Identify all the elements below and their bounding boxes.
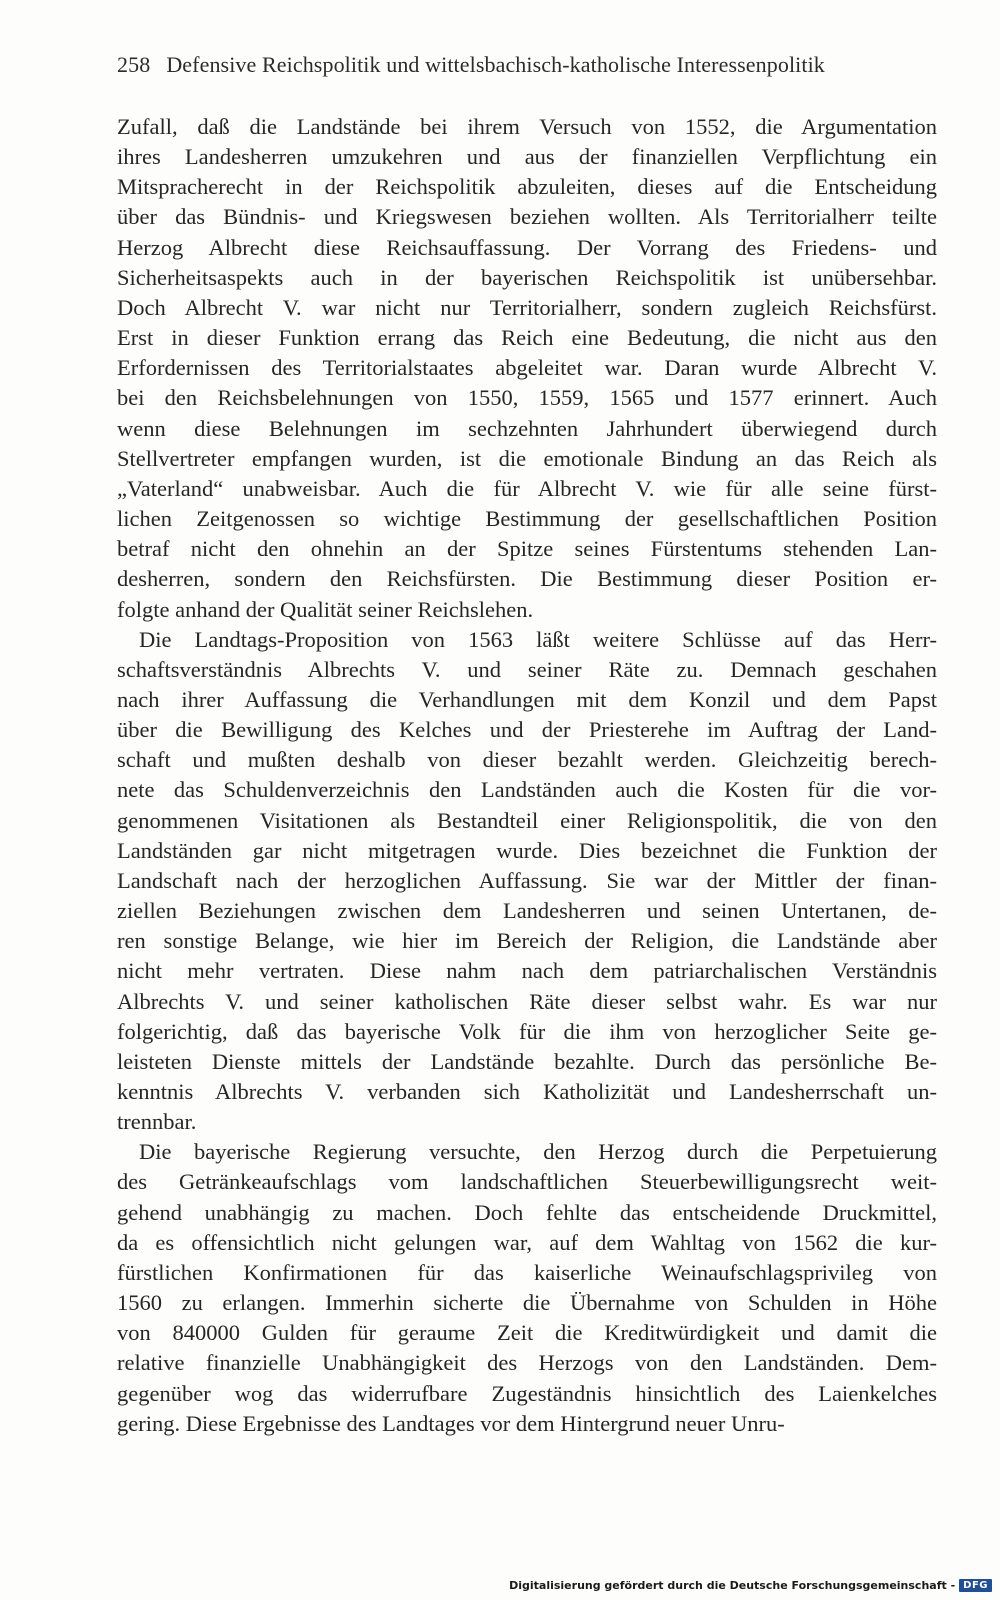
text-line: Landständen gar nicht mitgetragen wurde. Dies bezeichnet die Funktion der: [117, 837, 937, 863]
text-line: folgerichtig, daß das bayerische Volk für die ihm von herzoglicher Seite ge-: [117, 1018, 937, 1044]
body-text: [117, 112, 937, 1439]
text-line: gehend unabhängig zu machen. Doch fehlte das entscheidende Druckmittel,: [117, 1199, 937, 1225]
text-line: 1560 zu erlangen. Immerhin sicherte die Übernahme von Schulden in Höhe: [117, 1290, 937, 1316]
text-line: Die Landtags-Proposition von 1563 läßt weitere Schlüsse auf das Herr-: [139, 626, 937, 652]
text-line: Die bayerische Regierung versuchte, den Herzog durch die Perpetuierung: [139, 1139, 937, 1165]
text-line: folgte anhand der Qualität seiner Reichslehen.: [117, 596, 534, 622]
text-line: gegenüber wog das widerrufbare Zugeständnis hinsichtlich des Laienkelches: [117, 1380, 937, 1406]
paragraph: [117, 625, 937, 1138]
text-line: da es offensichtlich nicht gelungen war, auf dem Wahltag von 1562 die kur-: [117, 1229, 937, 1255]
text-line: Zufall, daß die Landstände bei ihrem Versuch von 1552, die Argumentation: [117, 114, 937, 139]
text-line: kenntnis Albrechts V. verbanden sich Katholizität und Landesherrschaft un-: [117, 1079, 937, 1104]
digitization-credit: [509, 1579, 992, 1592]
text-line: betraf nicht den ohnehin an der Spitze seines Fürstentums stehenden Lan-: [117, 536, 937, 562]
dfg-logo-icon: DFG: [959, 1579, 992, 1592]
text-line: wenn diese Belehnungen im sechzehnten Jahrhundert überwiegend durch: [117, 415, 937, 441]
text-line: ziellen Beziehungen zwischen dem Landesherren und seinen Untertanen, de-: [117, 898, 937, 924]
text-line: nach ihrer Auffassung die Verhandlungen mit dem Konzil und dem Papst: [117, 686, 937, 712]
text-line: über das Bündnis- und Kriegswesen beziehen wollten. Als Territorialherr teilte: [117, 204, 937, 230]
text-line: Landschaft nach der herzoglichen Auffassung. Sie war der Mittler der finan-: [117, 867, 937, 893]
text-line: Herzog Albrecht diese Reichsauffassung. Der Vorrang des Friedens- und: [117, 234, 937, 260]
text-line: Sicherheitsaspekts auch in der bayerischen Reichspolitik ist unübersehbar.: [117, 264, 937, 290]
text-line: des Getränkeaufschlags vom landschaftlichen Steuerbewilligungsrecht weit-: [117, 1169, 937, 1195]
text-line: bei den Reichsbelehnungen von 1550, 1559, 1565 und 1577 erinnert. Auch: [117, 385, 937, 411]
text-line: fürstlichen Konfirmationen für das kaiserliche Weinaufschlagsprivileg von: [117, 1259, 937, 1285]
text-line: ihres Landesherren umzukehren und aus der finanziellen Verpflichtung ein: [117, 144, 937, 170]
text-line: Erfordernissen des Territorialstaates abgeleitet war. Daran wurde Albrecht V.: [117, 355, 937, 381]
running-header: [117, 52, 907, 78]
text-line: leisteten Dienste mittels der Landstände bezahlte. Durch das persönliche Be-: [117, 1048, 937, 1074]
text-line: Stellvertreter empfangen wurden, ist die emotionale Bindung an das Reich als: [117, 445, 937, 471]
text-line: Erst in dieser Funktion errang das Reich eine Bedeutung, die nicht aus den: [117, 325, 937, 351]
paragraph: [117, 1137, 937, 1439]
text-line: lichen Zeitgenossen so wichtige Bestimmung der gesellschaftlichen Position: [117, 506, 937, 532]
text-line: „Vaterland“ unabweisbar. Auch die für Albrecht V. wie für alle seine fürst-: [117, 475, 937, 501]
text-line: genommenen Visitationen als Bestandteil einer Religionspolitik, die von den: [117, 807, 937, 833]
text-line: trennbar.: [117, 1109, 197, 1135]
text-line: ren sonstige Belange, wie hier im Bereich der Religion, die Landstände aber: [117, 928, 937, 954]
credit-text: Digitalisierung gefördert durch die Deutsche Forschungsgemeinschaft -: [509, 1579, 956, 1592]
text-line: über die Bewilligung des Kelches und der Priesterehe im Auftrag der Land-: [117, 717, 937, 743]
paragraph: [117, 112, 937, 625]
running-title: Defensive Reichspolitik und wittelsbachisch-katholische Interessenpolitik: [166, 52, 825, 77]
text-line: nete das Schuldenverzeichnis den Landständen auch die Kosten für die vor-: [117, 777, 937, 803]
text-line: relative finanzielle Unabhängigkeit des Herzogs von den Landständen. Dem-: [117, 1350, 937, 1376]
text-line: von 840000 Gulden für geraume Zeit die Kreditwürdigkeit und damit die: [117, 1320, 937, 1346]
text-line: Albrechts V. und seiner katholischen Räte dieser selbst wahr. Es war nur: [117, 988, 937, 1014]
text-line: schaftsverständnis Albrechts V. und seiner Räte zu. Demnach geschahen: [117, 656, 937, 682]
text-line: schaft und mußten deshalb von dieser bezahlt werden. Gleichzeitig berech-: [117, 747, 937, 773]
text-line: nicht mehr vertraten. Diese nahm nach dem patriarchalischen Verständnis: [117, 958, 937, 984]
text-line: gering. Diese Ergebnisse des Landtages vor dem Hintergrund neuer Unru-: [117, 1410, 785, 1436]
text-line: Doch Albrecht V. war nicht nur Territorialherr, sondern zugleich Reichsfürst.: [117, 294, 937, 320]
page-number: 258: [117, 52, 151, 77]
text-line: desherren, sondern den Reichsfürsten. Die Bestimmung dieser Position er-: [117, 566, 937, 592]
text-line: Mitspracherecht in der Reichspolitik abzuleiten, dieses auf die Entscheidung: [117, 174, 937, 200]
